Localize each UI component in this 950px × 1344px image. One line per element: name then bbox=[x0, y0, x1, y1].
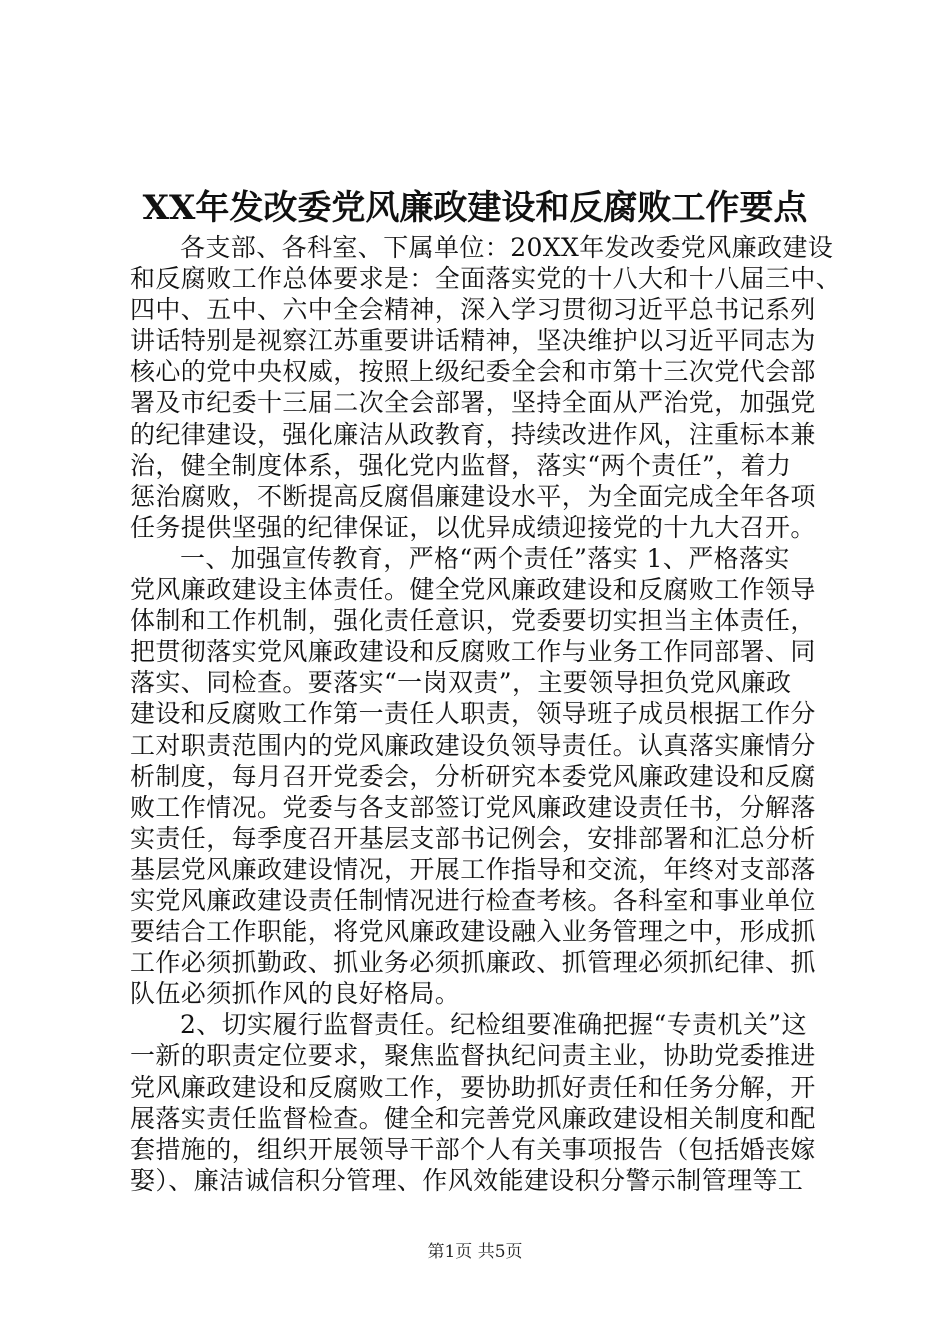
body-line: 一、加强宣传教育，严格“两个责任”落实 1、严格落实 bbox=[180, 543, 790, 573]
body-line: 败工作情况。党委与各支部签订党风廉政建设责任书，分解落 bbox=[130, 792, 816, 822]
body-line: 的纪律建设，强化廉洁从政教育，持续改进作风，注重标本兼 bbox=[130, 419, 816, 449]
body-line: 析制度，每月召开党委会，分析研究本委党风廉政建设和反腐 bbox=[130, 761, 816, 791]
body-line: 娶）、廉洁诚信积分管理、作风效能建设积分警示制管理等工 bbox=[130, 1165, 804, 1195]
body-line: 党风廉政建设主体责任。健全党风廉政建设和反腐败工作领导 bbox=[130, 575, 816, 605]
body-line: 讲话特别是视察江苏重要讲话精神，坚决维护以习近平同志为 bbox=[130, 326, 816, 356]
body-line: 核心的党中央权威，按照上级纪委全会和市第十三次党代会部 bbox=[130, 357, 816, 387]
body-line: 党风廉政建设和反腐败工作，要协助抓好责任和任务分解，开 bbox=[130, 1072, 816, 1102]
body-line: 任务提供坚强的纪律保证，以优异成绩迎接党的十九大召开。 bbox=[130, 512, 816, 542]
body-line: 实责任，每季度召开基层支部书记例会，安排部署和汇总分析 bbox=[130, 823, 816, 853]
document-body bbox=[130, 232, 842, 1196]
body-line: 落实、同检查。要落实“一岗双责”，主要领导担负党风廉政 bbox=[130, 668, 792, 698]
body-line: 展落实责任监督检查。健全和完善党风廉政建设相关制度和配 bbox=[130, 1103, 816, 1133]
body-line: 要结合工作职能，将党风廉政建设融入业务管理之中，形成抓 bbox=[130, 917, 816, 947]
body-line: 工作必须抓勤政、抓业务必须抓廉政、抓管理必须抓纪律、抓 bbox=[130, 948, 816, 978]
page-number-footer: 第1页 共5页 bbox=[427, 1242, 523, 1262]
document-title: XX年发改委党风廉政建设和反腐败工作要点 bbox=[142, 188, 808, 228]
body-line: 署及市纪委十三届二次全会部署，坚持全面从严治党，加强党 bbox=[130, 388, 816, 418]
body-line: 工对职责范围内的党风廉政建设负领导责任。认真落实廉情分 bbox=[130, 730, 816, 760]
body-line: 一新的职责定位要求，聚焦监督执纪问责主业，协助党委推进 bbox=[130, 1041, 816, 1071]
body-line: 和反腐败工作总体要求是：全面落实党的十八大和十八届三中、 bbox=[130, 264, 842, 294]
body-line: 治，健全制度体系，强化党内监督，落实“两个责任”，着力 bbox=[130, 450, 792, 480]
body-line: 实党风廉政建设责任制情况进行检查考核。各科室和事业单位 bbox=[130, 885, 816, 915]
body-line: 基层党风廉政建设情况，开展工作指导和交流，年终对支部落 bbox=[130, 854, 816, 884]
body-line: 队伍必须抓作风的良好格局。 bbox=[130, 979, 461, 1009]
body-line: 套措施的，组织开展领导干部个人有关事项报告（包括婚丧嫁 bbox=[130, 1134, 816, 1164]
body-line: 各支部、各科室、下属单位：20XX年发改委党风廉政建设 bbox=[180, 233, 834, 262]
body-line: 四中、五中、六中全会精神，深入学习贯彻习近平总书记系列 bbox=[130, 295, 816, 325]
body-line: 2、切实履行监督责任。纪检组要准确把握“专责机关”这 bbox=[180, 1010, 807, 1040]
body-line: 建设和反腐败工作第一责任人职责，领导班子成员根据工作分 bbox=[130, 699, 816, 729]
body-line: 体制和工作机制，强化责任意识，党委要切实担当主体责任， bbox=[130, 606, 816, 636]
body-line: 把贯彻落实党风廉政建设和反腐败工作与业务工作同部署、同 bbox=[130, 637, 816, 667]
body-line: 惩治腐败，不断提高反腐倡廉建设水平，为全面完成全年各项 bbox=[130, 481, 816, 511]
